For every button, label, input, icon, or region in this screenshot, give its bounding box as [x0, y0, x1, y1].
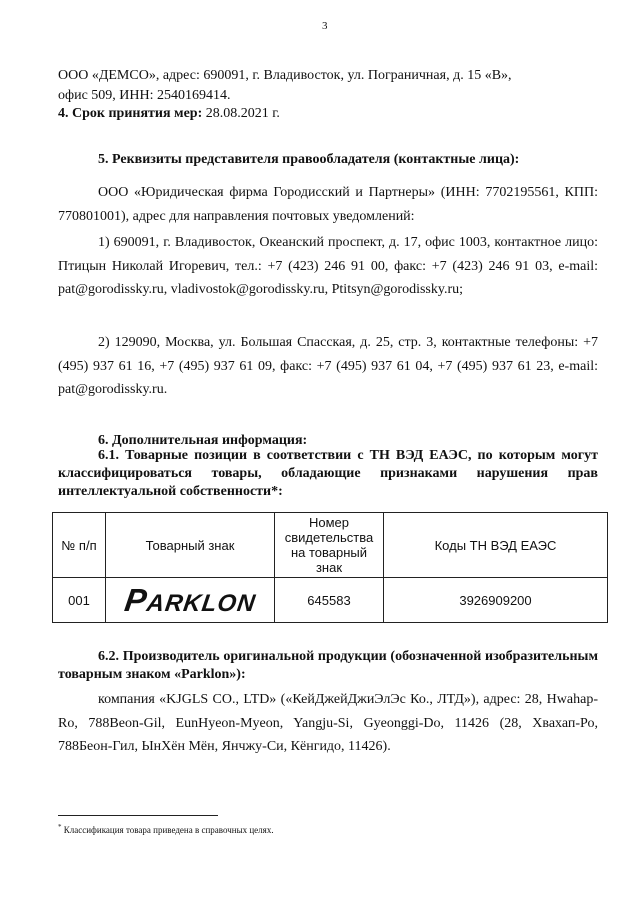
row-num: 001: [53, 578, 106, 623]
section4-label: 4. Срок принятия мер:: [58, 106, 203, 121]
section4-value: 28.08.2021 г.: [202, 106, 280, 121]
page-number: 3: [322, 20, 328, 32]
section6-sub1: 6.1. Товарные позиции в соответствии с ТН ВЭД ЕАЭС, по которым могут классифицироваться товары, обладающие признаками нарушения прав интеллектуальной собственности*:: [58, 448, 598, 499]
company-address: компания «KJGLS CO., LTD» («КейДжейДжиЭлЭс Ко., ЛТД»), адрес: 28, Hwahap-Ro, 788Beon-Gil, EunHyeon-Myeon, Yangju-Si, Gyeonggi-Do, 11426 (28, Хвахап-Ро, 788Беон-Гил, ЫнХён Мён, Янчжу-Си, Кёнгидо, 11426).: [58, 692, 598, 754]
section6-sub2: 6.2. Производитель оригинальной продукции (обозначенной изобразительным товарным знаком «Parklon»):: [58, 649, 598, 682]
section6-heading: 6. Дополнительная информация:: [98, 433, 308, 448]
parklon-logo: PARKLON: [122, 581, 257, 618]
table-header-row: [53, 513, 608, 578]
header-codes: Коды ТН ВЭД ЕАЭС: [384, 513, 608, 578]
goods-table: [52, 512, 608, 623]
header-trademark: Товарный знак: [106, 513, 275, 578]
section5-address1: 1) 690091, г. Владивосток, Океанский проспект, д. 17, офис 1003, контактное лицо: Птицын Николай Игоревич, тел.: +7 (423) 246 91 00, факс: +7 (423) 246 91 03, e-mail: pat@gorodissky.ru, vladivostok@gorodissky.ru, Ptitsyn@gorodissky.ru;: [58, 235, 598, 297]
row-codes: 3926909200: [384, 578, 608, 623]
header-certificate: Номер свидетельства на товарный знак: [275, 513, 384, 578]
footnote: [58, 823, 274, 835]
intro-line2: офис 509, ИНН: 2540169414.: [58, 88, 231, 103]
trademark-logo: [106, 578, 275, 623]
section5-firm: ООО «Юридическая фирма Городисский и Партнеры» (ИНН: 7702195561, КПП: 770801001), адрес для направления почтовых уведомлений:: [58, 185, 598, 224]
footnote-text: Классификация товара приведена в справочных целях.: [61, 825, 274, 835]
section5-heading: 5. Реквизиты представителя правообладателя (контактные лица):: [98, 152, 520, 167]
footnote-divider: [58, 815, 218, 816]
row-certificate: 645583: [275, 578, 384, 623]
table-row: [53, 578, 608, 623]
header-num: № п/п: [53, 513, 106, 578]
section4: [58, 102, 598, 126]
footnote-mark: *: [58, 823, 62, 831]
section5-address2: 2) 129090, Москва, ул. Большая Спасская, д. 25, стр. 3, контактные телефоны: +7 (495) 937 61 16, +7 (495) 937 61 09, факс: +7 (495) 937 61 04, +7 (495) 937 61 23, e-mail: pat@gorodissky.ru.: [58, 335, 598, 397]
intro-line1: ООО «ДЕМСО», адрес: 690091, г. Владивосток, ул. Пограничная, д. 15 «В»,: [58, 68, 512, 83]
